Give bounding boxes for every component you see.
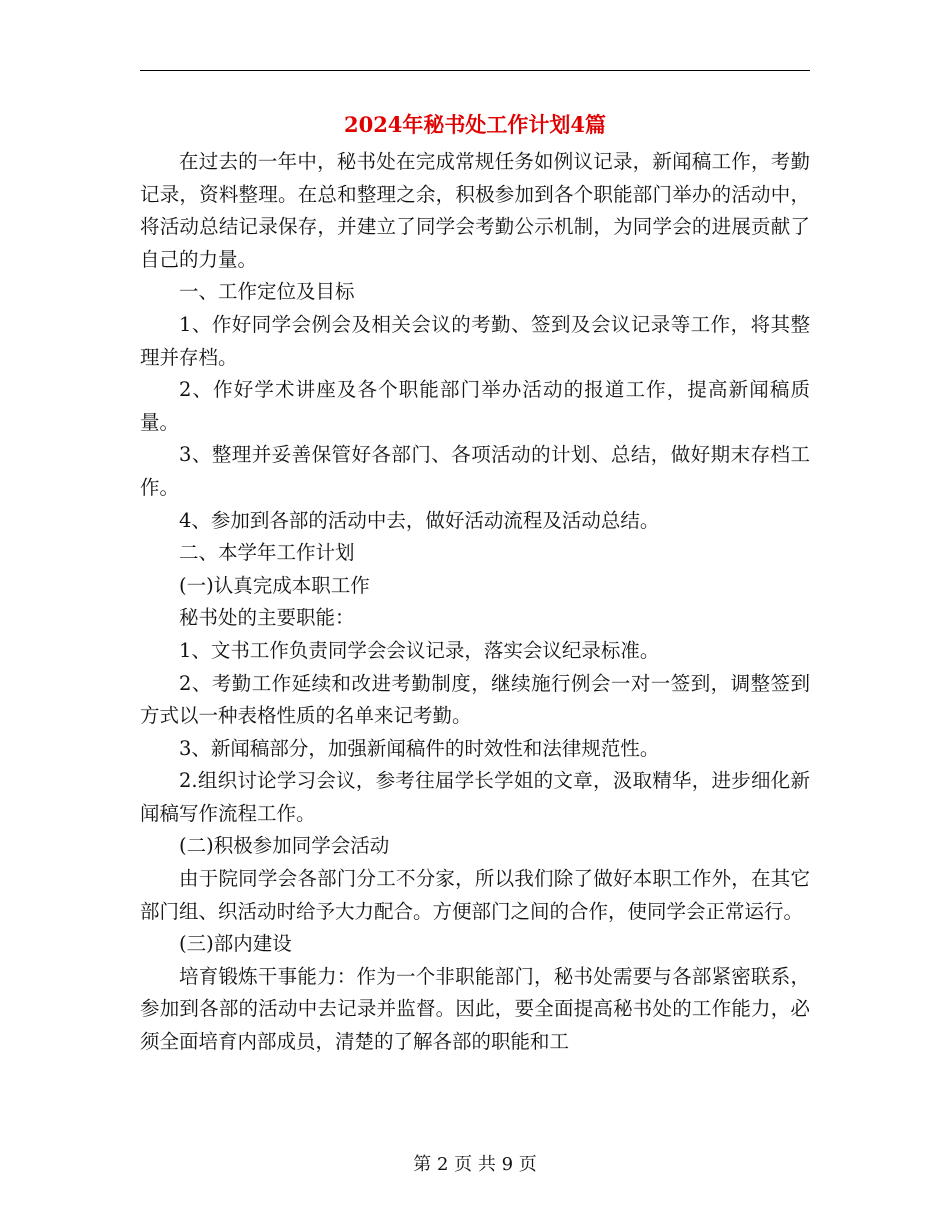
page-footer: 第 2 页 共 9 页 — [413, 1154, 537, 1175]
paragraph-function-4: 2.组织讨论学习会议，参考往届学长学姐的文章，汲取精华，进步细化新闻稿写作流程工作。 — [140, 769, 810, 825]
paragraph-goal-3: 3、整理并妥善保管好各部门、各项活动的计划、总结，做好期末存档工作。 — [140, 443, 810, 499]
paragraph-goal-2: 2、作好学术讲座及各个职能部门举办活动的报道工作，提高新闻稿质量。 — [140, 378, 810, 434]
heading-section-2: 二、本学年工作计划 — [179, 541, 355, 565]
paragraph-internal-building: 培育锻炼干事能力：作为一个非职能部门，秘书处需要与各部紧密联系，参加到各部的活动中去记录并监督。因此，要全面提高秘书处的工作能力，必须全面培育内部成员，清楚的了解各部的职能和工 — [140, 964, 810, 1054]
paragraph-function-3: 3、新闻稿部分，加强新闻稿件的时效性和法律规范性。 — [179, 736, 660, 760]
paragraph-goal-1: 1、作好同学会例会及相关会议的考勤、签到及会议记录等工作，将其整理并存档。 — [140, 312, 810, 369]
heading-section-1: 一、工作定位及目标 — [179, 280, 355, 304]
paragraph-intro: 在过去的一年中，秘书处在完成常规任务如例议记录，新闻稿工作，考勤记录，资料整理。在总和整理之余，积极参加到各个职能部门举办的活动中，将活动总结记录保存，并建立了同学会考勤公示机制，为同学会的进展贡献了自己的力量。 — [140, 150, 810, 271]
document-body — [140, 146, 810, 1059]
paragraph-function-2: 2、考勤工作延续和改进考勤制度，继续施行例会一对一签到，调整签到方式以一种表格性质的名单来记考勤。 — [140, 671, 810, 728]
paragraph-functions-label: 秘书处的主要职能： — [179, 606, 355, 630]
subheading-2: (二)积极参加同学会活动 — [179, 834, 390, 858]
subheading-3: (三)部内建设 — [179, 932, 292, 956]
paragraph-goal-4: 4、参加到各部的活动中去，做好活动流程及活动总结。 — [179, 508, 660, 532]
paragraph-function-1: 1、文书工作负责同学会会议记录，落实会议纪录标准。 — [179, 638, 660, 662]
document-title: 2024年秘书处工作计划4篇 — [343, 112, 607, 137]
paragraph-cooperation: 由于院同学会各部门分工不分家，所以我们除了做好本职工作外，在其它部门组、织活动时给予大力配合。方便部门之间的合作，使同学会正常运行。 — [140, 867, 810, 923]
subheading-1: (一)认真完成本职工作 — [179, 573, 370, 597]
header-rule — [140, 70, 810, 71]
